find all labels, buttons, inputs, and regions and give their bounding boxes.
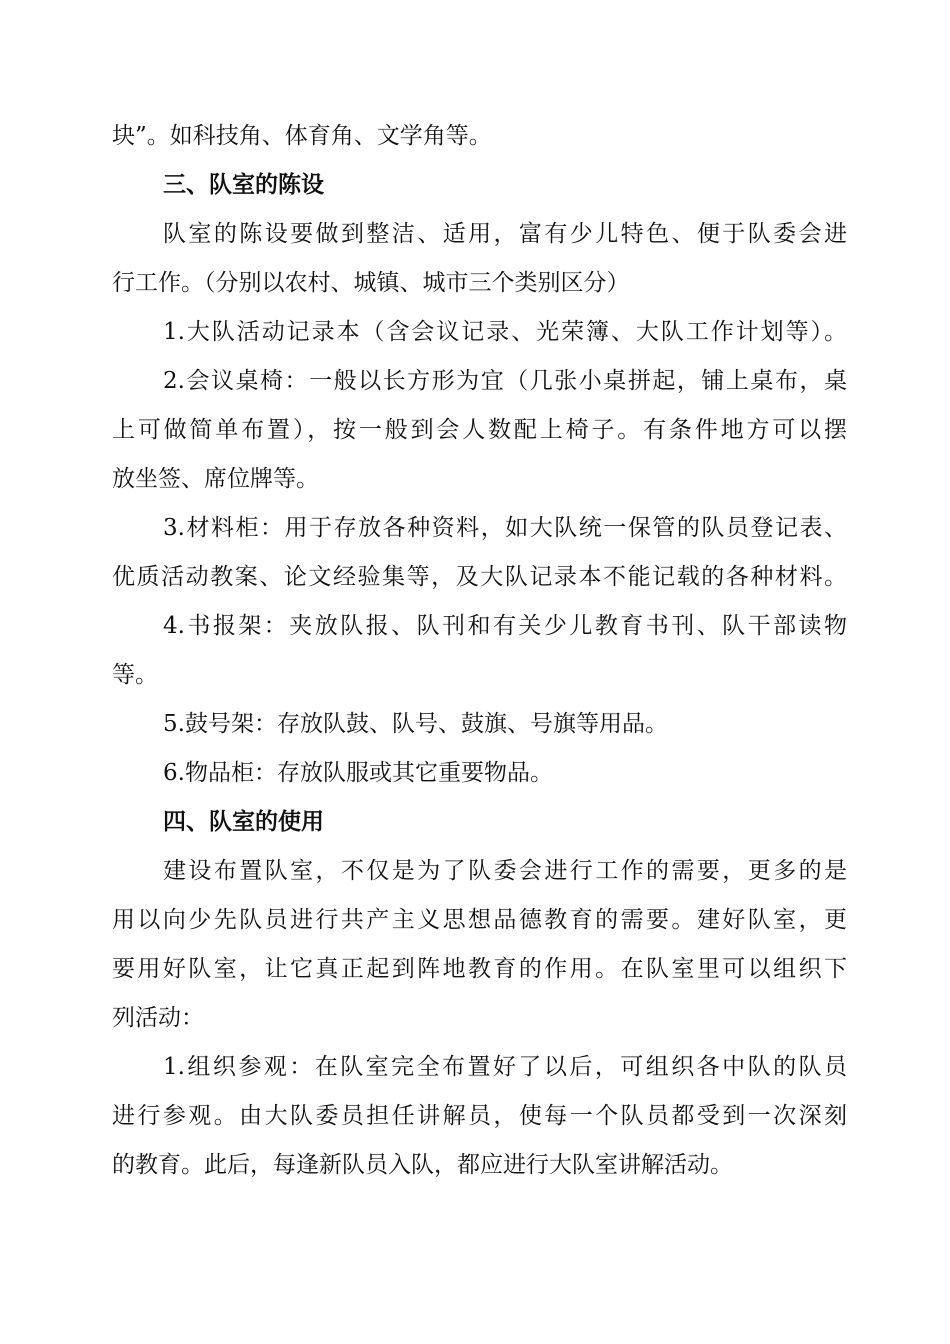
document-body <box>112 112 847 1190</box>
paragraph-line: 的教育。此后，每逢新队员入队，都应进行大队室讲解活动。 <box>112 1152 733 1178</box>
paragraph-line: 建设布置队室，不仅是为了队委会进行工作的需要，更多的是 <box>163 858 847 884</box>
paragraph-line: 进行参观。由大队委员担任讲解员，使每一个队员都受到一次深刻 <box>112 1103 847 1129</box>
list-item-line: 1.大队活动记录本（含会议记录、光荣簿、大队工作计划等）。 <box>163 319 847 345</box>
paragraph-line: 列活动： <box>112 1005 204 1031</box>
paragraph-line: 块”。如科技角、体育角、文学角等。 <box>112 123 492 149</box>
section-heading: 三、队室的陈设 <box>163 172 324 198</box>
paragraph-line: 放坐签、席位牌等。 <box>112 466 319 492</box>
list-item-line: 6.物品柜：存放队服或其它重要物品。 <box>163 760 553 786</box>
paragraph-line: 行工作。（分别以农村、城镇、城市三个类别区分） <box>112 270 630 296</box>
list-item-line: 1.组织参观：在队室完全布置好了以后，可组织各中队的队员 <box>163 1054 847 1080</box>
list-item-line: 3.材料柜：用于存放各种资料，如大队统一保管的队员登记表、 <box>163 515 847 541</box>
paragraph-line: 要用好队室，让它真正起到阵地教育的作用。在队室里可以组织下 <box>112 956 847 982</box>
paragraph-line: 用以向少先队员进行共产主义思想品德教育的需要。建好队室，更 <box>112 907 847 933</box>
list-item-line: 4.书报架：夹放队报、队刊和有关少儿教育书刊、队干部读物 <box>163 613 847 639</box>
section-heading: 四、队室的使用 <box>163 809 324 835</box>
list-item-line: 2.会议桌椅：一般以长方形为宜（几张小桌拼起，铺上桌布，桌 <box>163 368 847 394</box>
paragraph-line: 等。 <box>112 662 158 688</box>
paragraph-line: 优质活动教案、论文经验集等，及大队记录本不能记载的各种材料。 <box>112 564 847 590</box>
list-item-line: 5.鼓号架：存放队鼓、队号、鼓旗、号旗等用品。 <box>163 711 668 737</box>
paragraph-line: 上可做简单布置），按一般到会人数配上椅子。有条件地方可以摆 <box>112 417 847 443</box>
paragraph-line: 队室的陈设要做到整洁、适用，富有少儿特色、便于队委会进 <box>163 221 847 247</box>
